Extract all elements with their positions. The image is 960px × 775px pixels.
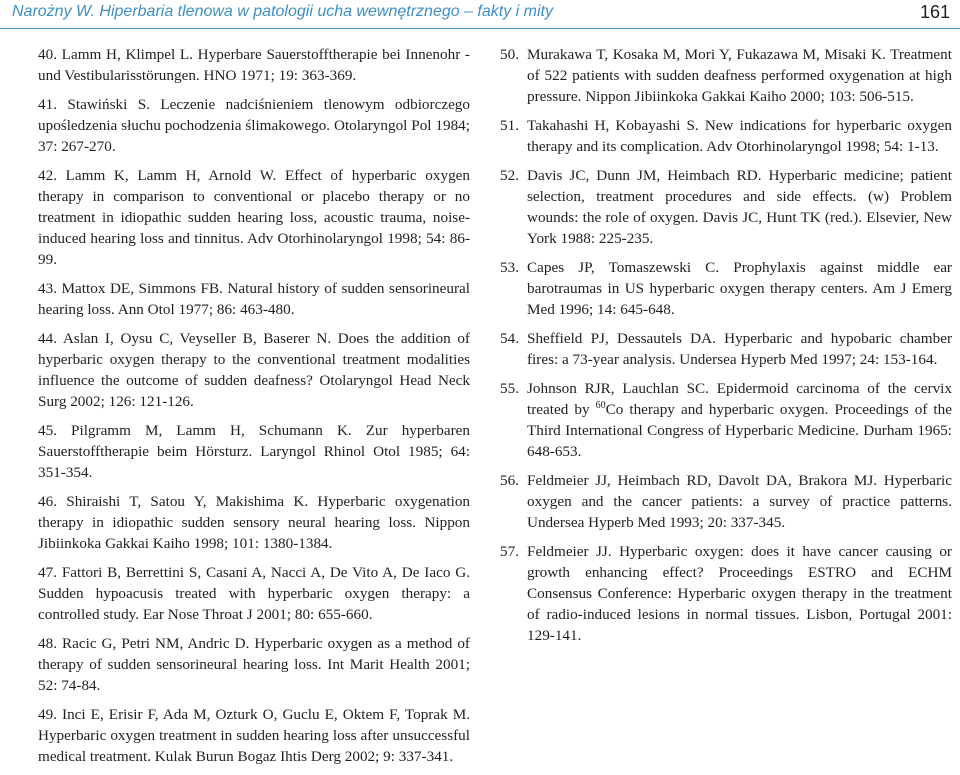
reference-text: Feldmeier JJ. Hyperbaric oxygen: does it have cancer causing or growth enhancing effect? Proceedings ESTRO and ECHM Consensus Conference: Hyperbaric oxygen therapy in the treatment of radio-induced lesions in normal tissues. Lisbon, Portugal 2001: 129-141. [527,543,952,644]
reference-item [500,541,952,646]
reference-item [500,115,952,157]
reference-text: Davis JC, Dunn JM, Heimbach RD. Hyperbaric medicine; patient selection, treatment procedures and side effects. (w) Problem wounds: the role of oxygen. Davis JC, Hunt TK (red.). Elsevier, New York 1988: 225-235. [527,167,952,247]
reference-number: 47. [38,564,57,581]
reference-item [38,562,470,625]
reference-item [38,633,470,696]
reference-item [38,704,470,767]
reference-item [500,378,952,462]
running-title: Narożny W. Hiperbaria tlenowa w patologii ucha wewnętrznego – fakty i mity [12,3,553,20]
reference-item [38,278,470,320]
reference-text: Shiraishi T, Satou Y, Makishima K. Hyperbaric oxygenation therapy in idiopathic sudden sensory neural hearing loss. Nippon Jibiinkoka Gakkai Kaiho 1998; 101: 1380-1384. [38,493,471,552]
references-left-column [38,44,470,775]
reference-item [500,257,952,320]
reference-item [38,491,470,554]
reference-item [500,44,952,107]
reference-number: 53. [500,259,519,276]
reference-number: 54. [500,330,519,347]
reference-text: Lamm K, Lamm H, Arnold W. Effect of hyperbaric oxygen therapy in comparison to conventional or placebo therapy or no treatment in idiopathic sudden hearing loss, acoustic trauma, noise-induced hearing loss and tinnitus. Adv Otorhinolaryngol 1998; 54: 86-99. [38,167,471,268]
reference-number: 51. [500,117,519,134]
reference-item [38,328,470,412]
reference-number: 41. [38,96,57,113]
reference-item [500,165,952,249]
reference-number: 46. [38,493,57,510]
page-number: 161 [919,2,950,22]
reference-text: Stawiński S. Leczenie nadciśnieniem tlenowym odbiorczego upośledzenia słuchu pochodzenia ślimakowego. Otolaryngol Pol 1984; 37: 267-270. [38,96,470,155]
reference-text: Sheffield PJ, Dessautels DA. Hyperbaric and hypobaric chamber fires: a 73-year analysis. Undersea Hyperb Med 1997; 24: 153-164. [527,330,952,368]
reference-item [38,420,470,483]
reference-text: Inci E, Erisir F, Ada M, Ozturk O, Guclu E, Oktem F, Toprak M. Hyperbaric oxygen treatment in sudden hearing loss after unsuccessful medical treatment. Kulak Burun Bogaz Ihtis Derg 2002; 9: 337-341. [38,706,471,765]
reference-text: Fattori B, Berrettini S, Casani A, Nacci A, De Vito A, De Iaco G. Sudden hypoacusis treated with hyperbaric oxygen therapy: a controlled study. Ear Nose Throat J 2001; 80: 655-660. [38,564,470,623]
isotope-superscript: 60 [595,400,606,411]
reference-text: Capes JP, Tomaszewski C. Prophylaxis against middle ear barotraumas in US hyperbaric oxygen therapy centers. Am J Emerg Med 1996; 14: 645-648. [527,259,952,318]
reference-item [38,44,470,86]
reference-number: 50. [500,46,519,63]
reference-item [38,94,470,157]
reference-number: 57. [500,543,519,560]
reference-number: 55. [500,380,519,397]
reference-text: Feldmeier JJ, Heimbach RD, Davolt DA, Brakora MJ. Hyperbaric oxygen and the cancer patients: a survey of practice patterns. Undersea Hyperb Med 1993; 20: 337-345. [527,472,952,531]
reference-number: 56. [500,472,519,489]
references-right-column [500,44,952,654]
reference-number: 44. [38,330,57,347]
reference-text: Aslan I, Oysu C, Veyseller B, Baserer N. Does the addition of hyperbaric oxygen therapy to the conventional treatment modalities influence the outcome of sudden deafness? Otolaryngol Head Neck Surg 2002; 126: 121-126. [38,330,470,410]
reference-text: Lamm H, Klimpel L. Hyperbare Sauerstofftherapie bei Innenohr - und Vestibularisstörungen. HNO 1971; 19: 363-369. [38,46,470,84]
reference-item [38,165,470,270]
reference-number: 49. [38,706,57,723]
reference-text: Mattox DE, Simmons FB. Natural history of sudden sensorineural hearing loss. Ann Otol 1977; 86: 463-480. [38,280,471,318]
reference-text: Racic G, Petri NM, Andric D. Hyperbaric oxygen as a method of therapy of sudden sensorineural hearing loss. Int Marit Health 2001; 52: 74-84. [38,635,470,694]
reference-text: Pilgramm M, Lamm H, Schumann K. Zur hyperbaren Sauerstofftherapie beim Hörsturz. Laryngol Rhinol Otol 1985; 64: 351-354. [38,422,471,481]
reference-number: 40. [38,46,57,63]
reference-text: Takahashi H, Kobayashi S. New indications for hyperbaric oxygen therapy and its complication. Adv Otorhinolaryngol 1998; 54: 1-13. [527,117,952,155]
reference-item [500,470,952,533]
header-rule [0,28,960,29]
reference-text: Johnson RJR, Lauchlan SC. Epidermoid carcinoma of the cervix treated by [527,380,952,418]
reference-number: 48. [38,635,57,652]
reference-number: 45. [38,422,57,439]
reference-text: Murakawa T, Kosaka M, Mori Y, Fukazawa M, Misaki K. Treatment of 522 patients with sudden deafness performed oxygenation at high pressure. Nippon Jibiinkoka Gakkai Kaiho 2000; 103: 506-515. [527,46,952,105]
reference-text-continued: Co therapy and hyperbaric oxygen. Proceedings of the Third International Congress of Hyperbaric Medicine. Durham 1965: 648-653. [527,401,952,460]
reference-item [500,328,952,370]
reference-number: 52. [500,167,519,184]
running-header [12,0,954,26]
reference-number: 43. [38,280,57,297]
reference-number: 42. [38,167,57,184]
